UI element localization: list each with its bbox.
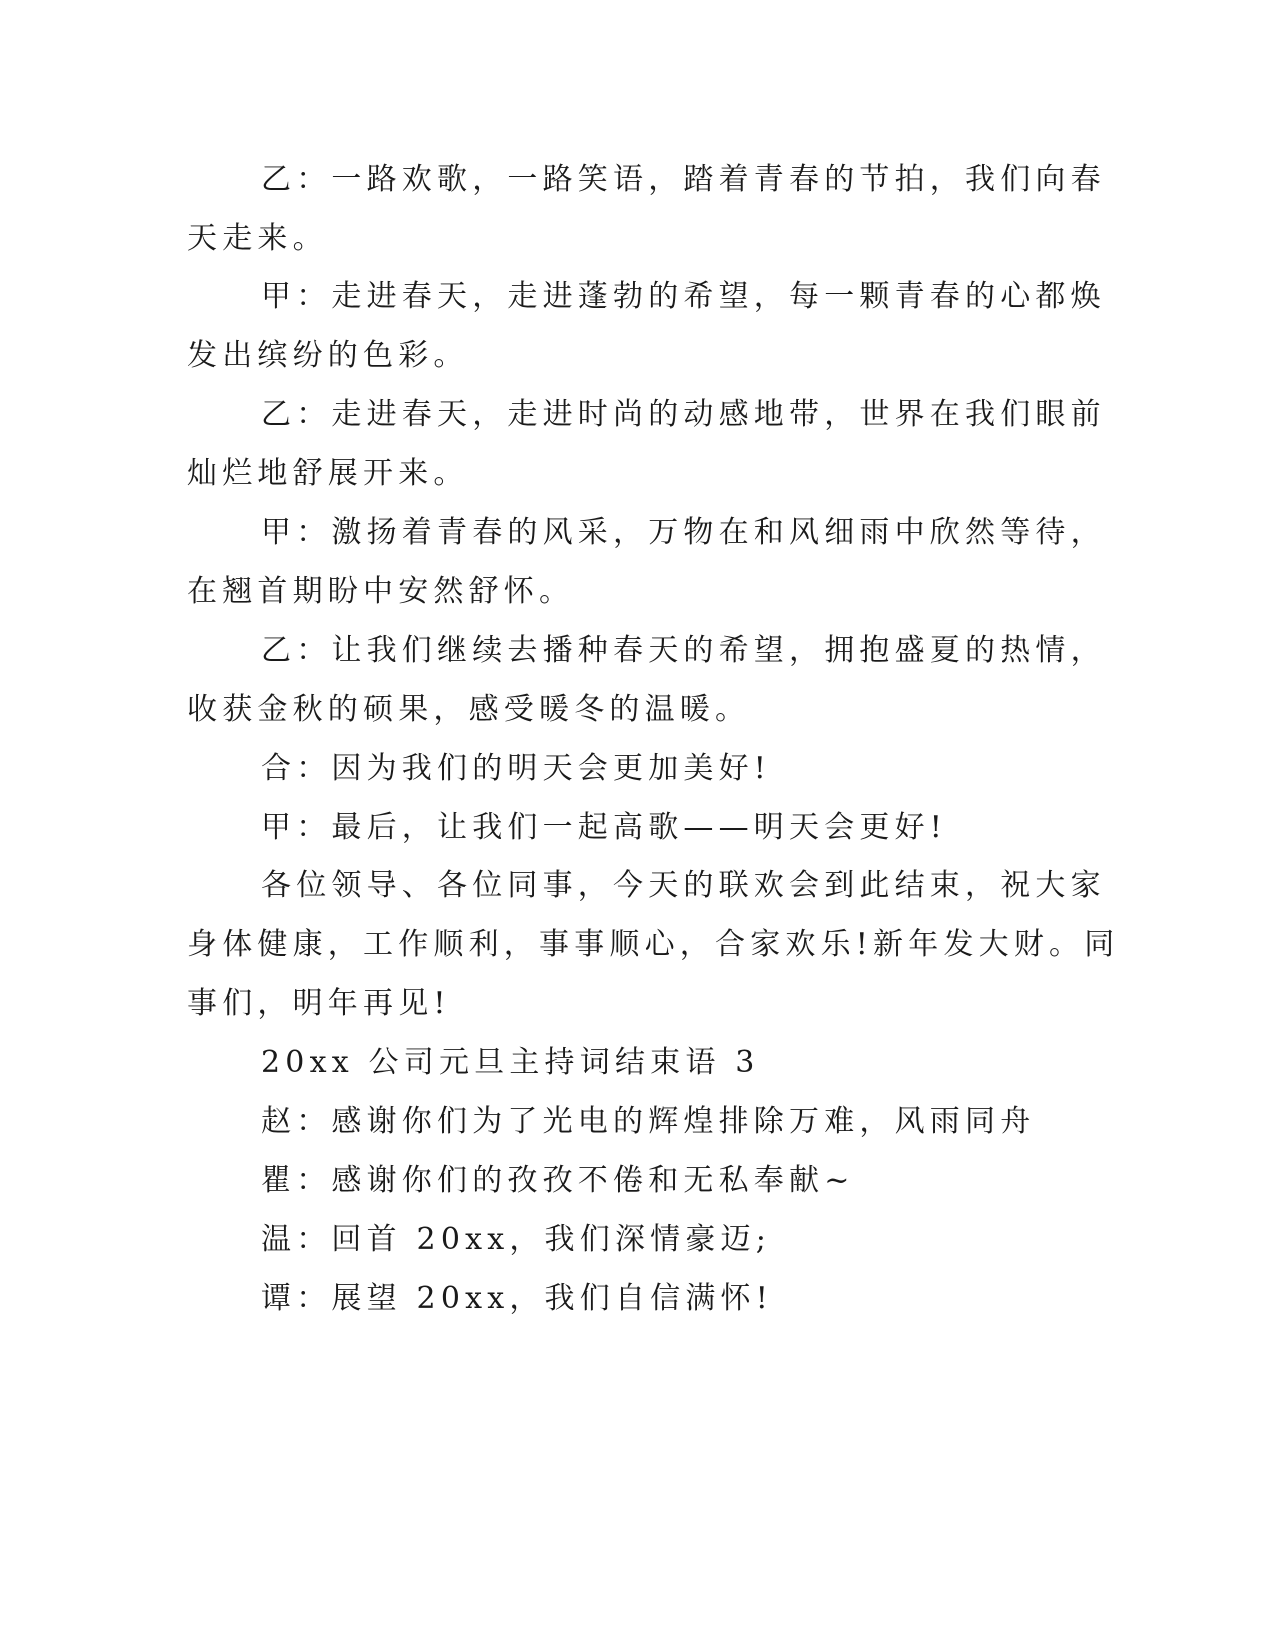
paragraph-12-line-1: 温：回首 20xx，我们深情豪迈; — [261, 1222, 772, 1257]
paragraph-4-line-1: 甲：激扬着青春的风采，万物在和风细雨中欣然等待， — [261, 515, 1106, 550]
paragraph-4-line-2: 在翘首期盼中安然舒怀。 — [187, 574, 575, 609]
paragraph-5-line-1: 乙：让我们继续去播种春天的希望，拥抱盛夏的热情， — [261, 633, 1106, 668]
section-heading: 20xx 公司元旦主持词结束语 3 — [261, 1045, 760, 1080]
paragraph-1-line-2: 天走来。 — [187, 221, 328, 256]
paragraph-8-line-1: 各位领导、各位同事，今天的联欢会到此结束，祝大家 — [261, 868, 1106, 903]
paragraph-7-line-1: 甲：最后，让我们一起高歌——明天会更好! — [261, 810, 948, 845]
paragraph-6-line-1: 合：因为我们的明天会更加美好! — [261, 751, 772, 786]
paragraph-11-line-1: 瞿：感谢你们的孜孜不倦和无私奉献~ — [261, 1163, 855, 1198]
paragraph-3-line-1: 乙：走进春天，走进时尚的动感地带，世界在我们眼前 — [261, 397, 1106, 432]
paragraph-13-line-1: 谭：展望 20xx，我们自信满怀! — [261, 1281, 774, 1316]
paragraph-10-line-1: 赵：感谢你们为了光电的辉煌排除万难，风雨同舟 — [261, 1104, 1036, 1139]
paragraph-2-line-1: 甲：走进春天，走进蓬勃的希望，每一颗青春的心都焕 — [261, 279, 1106, 314]
paragraph-2-line-2: 发出缤纷的色彩。 — [187, 338, 469, 373]
paragraph-8-line-2: 身体健康，工作顺利，事事顺心，合家欢乐!新年发大财。同 — [187, 927, 1120, 962]
paragraph-8-line-3: 事们，明年再见! — [187, 986, 451, 1021]
paragraph-3-line-2: 灿烂地舒展开来。 — [187, 456, 469, 491]
paragraph-5-line-2: 收获金秋的硕果，感受暖冬的温暖。 — [187, 692, 751, 727]
paragraph-1-line-1: 乙：一路欢歌，一路笑语，踏着青春的节拍，我们向春 — [261, 162, 1106, 197]
